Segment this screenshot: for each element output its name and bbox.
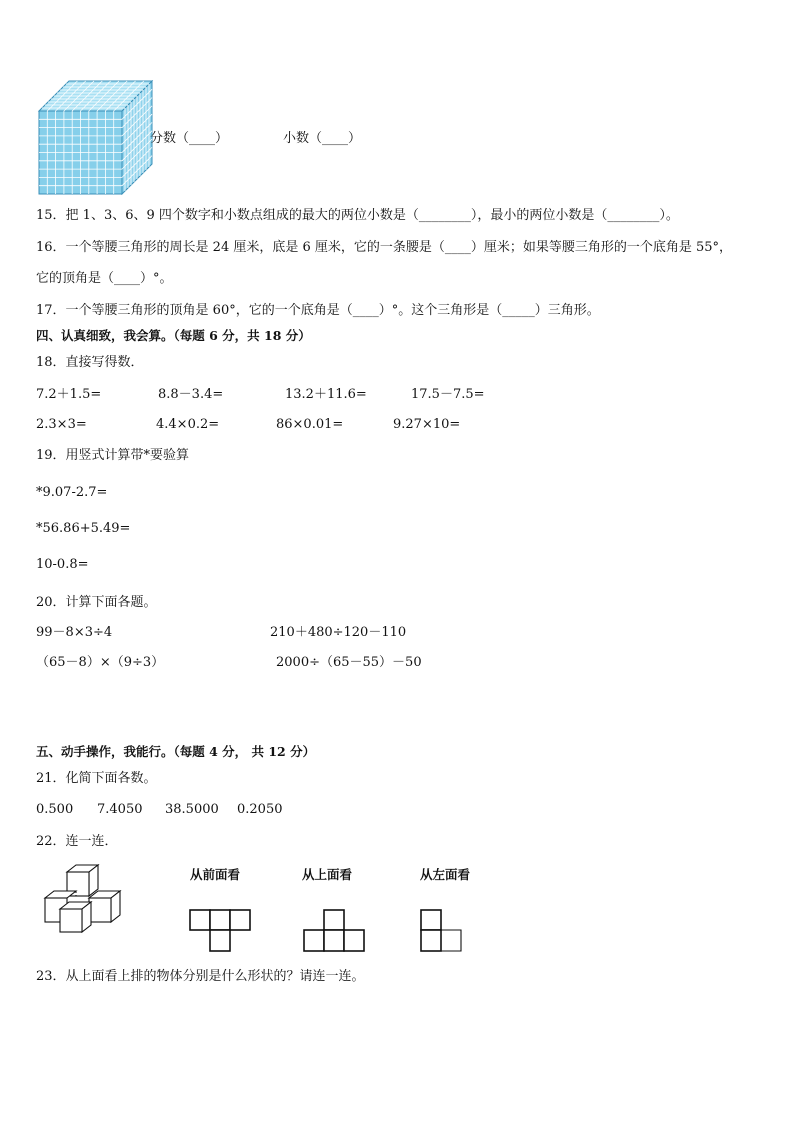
q18-item: 17.5－7.5= — [411, 387, 485, 402]
q19-item: 10-0.8= — [36, 557, 89, 572]
q19-item: *56.86+5.49= — [36, 521, 131, 536]
q18-item: 8.8－3.4= — [158, 387, 224, 402]
question-17: 17．一个等腰三角形的顶角是 60°，它的一个底角是（____）°。这个三角形是（_____）三角形。 — [36, 303, 600, 318]
q19-item: *9.07-2.7= — [36, 485, 108, 500]
q18-item: 9.27×10= — [393, 417, 461, 432]
q14-decimal-blank: 小数（____） — [283, 131, 362, 146]
view-label-top: 从上面看 — [302, 867, 353, 882]
top-view-shape — [303, 908, 367, 954]
q18-item: 13.2＋11.6= — [285, 387, 367, 402]
section-4-heading: 四、认真细致，我会算。（每题 6 分，共 18 分） — [36, 328, 311, 343]
question-18-title: 18．直接写得数． — [36, 355, 144, 370]
q18-item: 86×0.01= — [276, 417, 344, 432]
section-5-heading: 五、动手操作，我能行。（每题 4 分， 共 12 分） — [36, 744, 316, 759]
view-label-front: 从前面看 — [190, 867, 241, 882]
question-16-line2: 它的顶角是（____）°。 — [36, 271, 173, 286]
question-21-title: 21．化简下面各数。 — [36, 771, 157, 786]
q14-fraction-blank: 分数（____） — [150, 131, 229, 146]
q18-item: 2.3×3= — [36, 417, 87, 432]
q20-item: （65－8）×（9÷3） — [36, 655, 165, 670]
q21-item: 38.5000 — [165, 802, 219, 817]
q20-item: 210＋480÷120－110 — [270, 625, 407, 640]
q18-item: 7.2＋1.5= — [36, 387, 102, 402]
question-22-title: 22．连一连． — [36, 834, 118, 849]
cube-grid-figure — [36, 80, 156, 195]
block-arrangement-figure — [42, 862, 142, 934]
question-15: 15．把 1、3、6、9 四个数字和小数点组成的最大的两位小数是（________），最小的两位小数是（________）。 — [36, 208, 679, 223]
question-23: 23．从上面看上排的物体分别是什么形状的？请连一连。 — [36, 969, 365, 984]
front-view-shape — [189, 908, 253, 954]
q21-item: 7.4050 — [97, 802, 143, 817]
q20-item: 2000÷（65－55）－50 — [276, 655, 422, 670]
q20-item: 99－8×3÷4 — [36, 625, 113, 640]
q21-item: 0.500 — [36, 802, 74, 817]
question-20-title: 20．计算下面各题。 — [36, 595, 157, 610]
left-view-shape — [419, 908, 465, 954]
question-16-line1: 16．一个等腰三角形的周长是 24 厘米，底是 6 厘米，它的一条腰是（____）厘米；如果等腰三角形的一个底角是 55°， — [36, 240, 733, 255]
question-19-title: 19．用竖式计算带*要验算 — [36, 448, 190, 463]
q18-item: 4.4×0.2= — [156, 417, 220, 432]
view-label-left: 从左面看 — [420, 867, 471, 882]
q21-item: 0.2050 — [237, 802, 283, 817]
